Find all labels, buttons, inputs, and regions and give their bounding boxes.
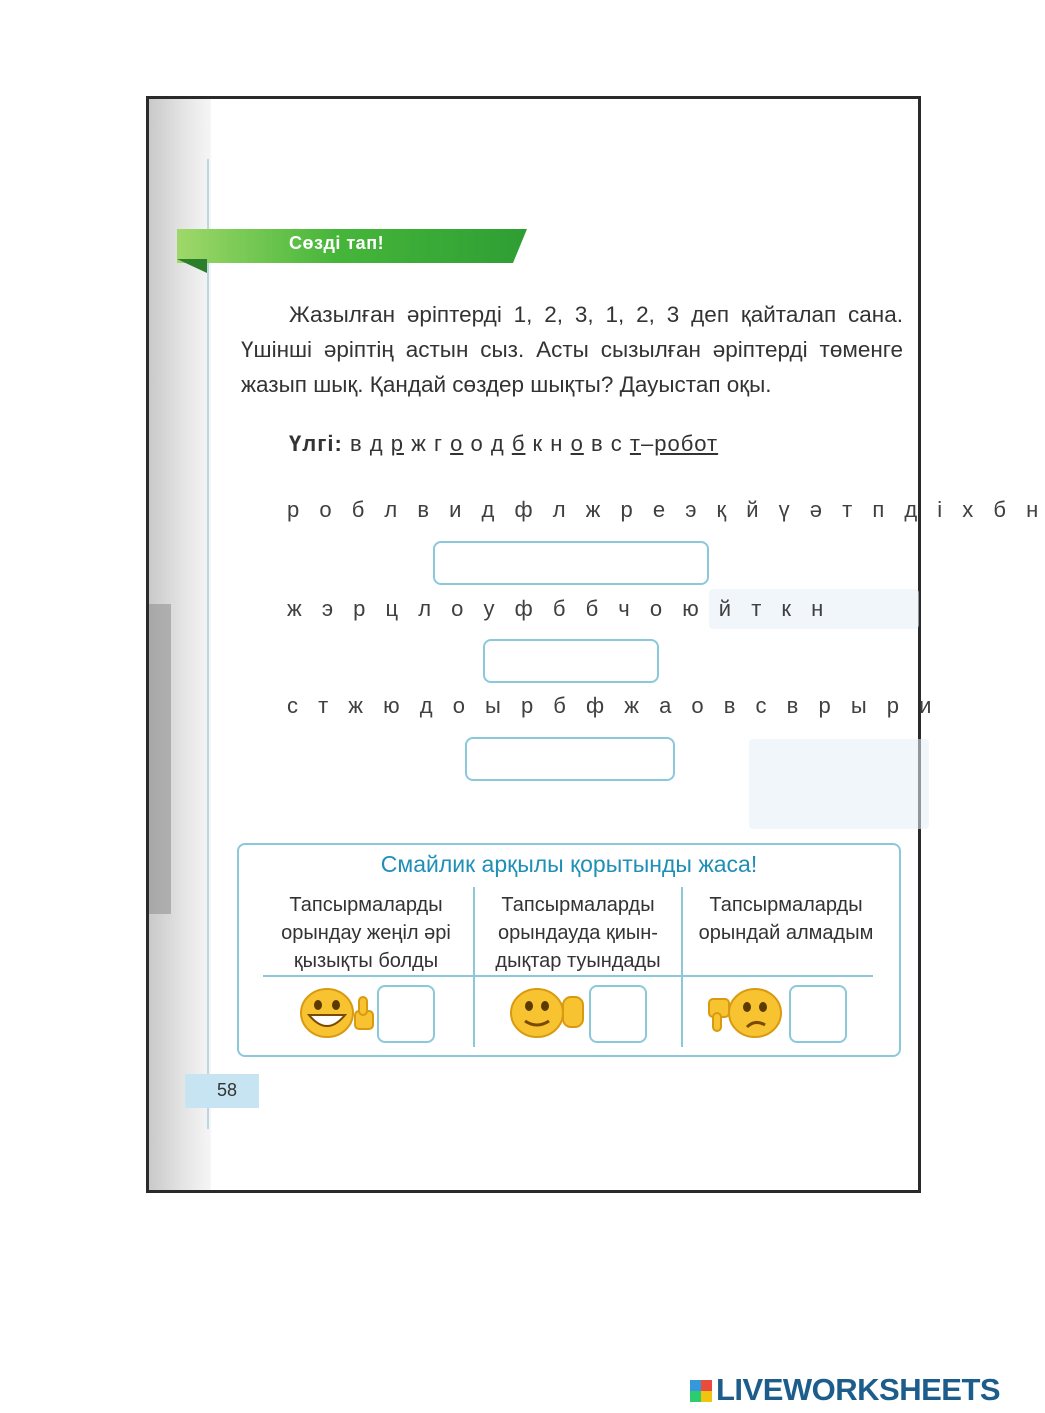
checkbox-difficult[interactable] bbox=[589, 985, 647, 1043]
answer-box-3[interactable] bbox=[465, 737, 675, 781]
thumbs-down-smiley-icon bbox=[707, 985, 787, 1041]
liveworksheets-logo-icon bbox=[690, 1380, 712, 1402]
letter-row-2: ж э р ц л о у ф б б ч о ю й т к н bbox=[287, 596, 831, 621]
option-text-difficult: Тапсырмаларды орындауда қиын-дықтар туындады bbox=[495, 894, 661, 972]
reflection-panel bbox=[237, 843, 901, 1057]
sample-dash: – bbox=[640, 431, 655, 456]
sample-letter-underlined: р bbox=[390, 431, 404, 456]
sample-letter-underlined: б bbox=[511, 431, 526, 456]
row-divider bbox=[263, 975, 873, 977]
sample-letter: о bbox=[470, 431, 484, 456]
reflection-title: Смайлик арқылы қорытынды жаса! bbox=[380, 851, 758, 877]
book-page bbox=[146, 96, 1045, 1193]
sample-letter: к bbox=[532, 431, 544, 456]
sample-letter: с bbox=[610, 431, 623, 456]
sample-letter: в bbox=[349, 431, 363, 456]
letter-row-1: р о б л в и д ф л ж р е э қ й ү ә т п д і х б н bbox=[287, 497, 1045, 522]
sample-line bbox=[289, 431, 718, 457]
page-number-tab bbox=[185, 1074, 259, 1108]
answer-box-2[interactable] bbox=[483, 639, 659, 683]
sample-letter-underlined: т bbox=[629, 431, 641, 456]
section-title: Сөзді тап! bbox=[289, 233, 385, 253]
sample-letter: д bbox=[369, 431, 384, 456]
sample-letter-underlined: о bbox=[450, 431, 464, 456]
checkbox-easy[interactable] bbox=[377, 985, 435, 1043]
sample-letter: в bbox=[590, 431, 604, 456]
waving-smiley-icon bbox=[509, 985, 589, 1041]
checkbox-failed[interactable] bbox=[789, 985, 847, 1043]
sample-letter: д bbox=[490, 431, 505, 456]
sample-letter: г bbox=[433, 431, 443, 456]
answer-box-1[interactable] bbox=[433, 541, 709, 585]
option-text-failed: Тапсырмаларды орындай алмадым bbox=[698, 894, 874, 944]
watermark-text: LIVEWORKSHEETS bbox=[716, 1372, 1001, 1407]
instructions-text: Жазылған әріптерді 1, 2, 3, 1, 2, 3 деп қайталап сана. Үшінші әріптің астын сыз. Асты сызылған әріптерді төменге жазып шық. Қандай сөздер шықты? Дауыстап оқы. bbox=[241, 302, 903, 397]
option-text-easy: Тапсырмаларды орындау жеңіл әрі қызықты болды bbox=[281, 894, 451, 972]
sample-letter-underlined: о bbox=[570, 431, 584, 456]
thumbs-up-smiley-icon bbox=[299, 985, 379, 1041]
bleed-through bbox=[749, 739, 929, 829]
liveworksheets-watermark bbox=[690, 1372, 1000, 1408]
spine-shadow bbox=[149, 604, 171, 914]
sample-letter: н bbox=[550, 431, 564, 456]
margin-line bbox=[207, 159, 209, 1129]
letter-row-3: с т ж ю д о ы р б ф ж а о в с в р ы р и bbox=[287, 693, 939, 718]
sample-label: Үлгі: bbox=[289, 431, 343, 456]
page-number: 58 bbox=[217, 1080, 238, 1100]
sample-answer: робот bbox=[654, 431, 719, 456]
sample-letter: ж bbox=[411, 431, 427, 456]
